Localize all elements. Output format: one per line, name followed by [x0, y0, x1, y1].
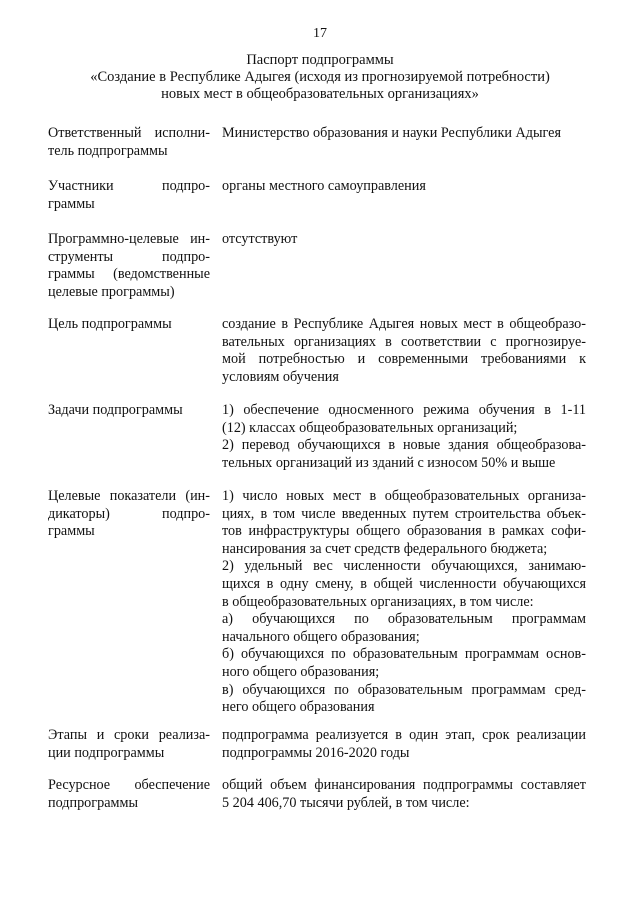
label-line: Участники подпро- [48, 178, 210, 194]
value-line: щихся в одну смену, в общей численности обучающихся [222, 575, 586, 592]
row-label [48, 178, 210, 213]
label-line: струменты подпро- [48, 248, 210, 265]
row-value [222, 125, 586, 143]
row-label [48, 488, 210, 541]
row-value [222, 316, 586, 386]
value-line: мой потребностью и современными требованиями к [222, 351, 586, 368]
label-line: Ресурсное обеспечение [48, 777, 210, 793]
value-line: 5 204 406,70 тысячи рублей, в том числе: [222, 794, 470, 811]
value-line: вательных организациях в соответствии с прогнозируе- [222, 333, 586, 350]
document-title [60, 52, 580, 103]
label-line: Целевые показатели (ин- [48, 488, 210, 504]
value-line: б) обучающихся по образовательным программам основ- [222, 646, 586, 663]
label-line: подпрограммы [48, 794, 138, 811]
value-line: Министерство образования и науки Республики Адыгея [222, 125, 562, 141]
value-line: начального общего образования; [222, 628, 420, 645]
row-label [48, 231, 210, 301]
value-line: в общеобразовательных организациях, в том числе: [222, 593, 534, 610]
label-line: целевые программы) [48, 283, 175, 300]
label-line: Программно-целевые ин- [48, 231, 210, 247]
row-value [222, 178, 586, 196]
label-line: тель подпрограммы [48, 142, 168, 159]
value-line: тов инфраструктуры общего образования в рамках софи- [222, 523, 586, 540]
label-line: Задачи подпрограммы [48, 402, 183, 418]
label-line: Цель подпрограммы [48, 316, 172, 332]
value-line: (12) классах общеобразовательных организаций; [222, 419, 518, 436]
value-line: общий объем финансирования подпрограммы составляет [222, 777, 586, 793]
label-line: Ответственный исполни- [48, 125, 210, 141]
label-line: граммы [48, 523, 95, 540]
row-label [48, 402, 210, 420]
value-line: 1) число новых мест в общеобразовательных организа- [222, 488, 586, 504]
row-value [222, 402, 586, 472]
label-line: ции подпрограммы [48, 744, 165, 761]
value-line: отсутствуют [222, 231, 298, 247]
title-line-3: новых мест в общеобразовательных организациях» [161, 86, 479, 102]
title-line-1: Паспорт подпрограммы [246, 52, 394, 68]
label-line: Этапы и сроки реализа- [48, 727, 210, 743]
value-line: создание в Республике Адыгея новых мест в общеобразо- [222, 316, 586, 332]
row-value [222, 727, 586, 762]
label-line: граммы (ведомственные [48, 266, 210, 283]
value-line: 2) перевод обучающихся в новые здания общеобразова- [222, 437, 586, 454]
row-label [48, 727, 210, 762]
value-line: 1) обеспечение односменного режима обучения в 1-11 [222, 402, 586, 418]
label-line: дикаторы) подпро- [48, 505, 210, 522]
value-line: а) обучающихся по образовательным программам [222, 611, 586, 628]
value-line: нансирования за счет средств федерального бюджета; [222, 540, 548, 557]
row-value [222, 777, 586, 812]
value-line: подпрограммы 2016-2020 годы [222, 744, 410, 761]
value-line: циях, в том числе введенных путем строительства объек- [222, 505, 586, 522]
row-label [48, 777, 210, 812]
value-line: органы местного самоуправления [222, 178, 426, 194]
title-line-2: «Создание в Республике Адыгея (исходя из прогнозируемой потребности) [90, 69, 550, 85]
value-line: в) обучающихся по образовательным программам сред- [222, 681, 586, 698]
row-value [222, 231, 586, 249]
label-line: граммы [48, 195, 95, 212]
value-line: 2) удельный вес численности обучающихся, занимаю- [222, 558, 586, 575]
value-line: тельных организаций из зданий с износом 50% и выше [222, 454, 556, 471]
row-label [48, 125, 210, 160]
row-label [48, 316, 210, 334]
value-line: ного общего образования; [222, 663, 380, 680]
value-line: него общего образования [222, 699, 375, 716]
page-number: 17 [313, 26, 327, 41]
row-value [222, 488, 586, 717]
value-line: условиям обучения [222, 368, 339, 385]
value-line: подпрограмма реализуется в один этап, срок реализации [222, 727, 586, 743]
